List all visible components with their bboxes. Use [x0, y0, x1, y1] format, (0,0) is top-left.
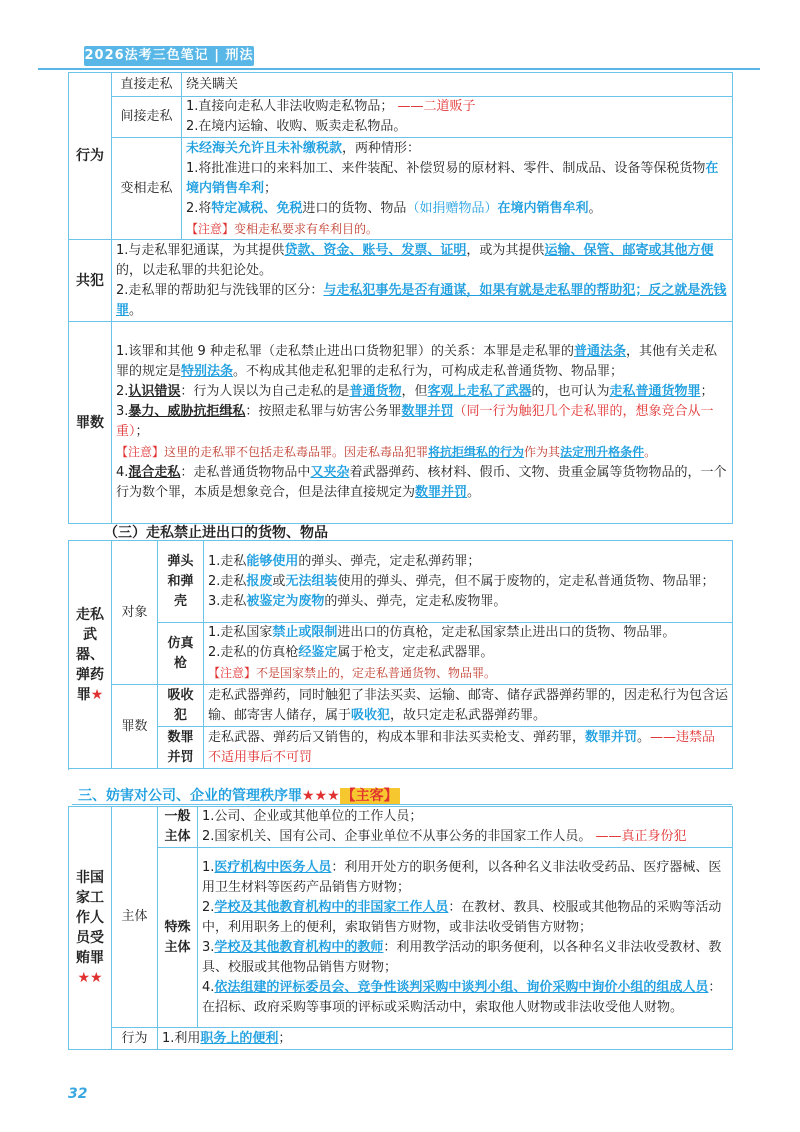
weapons-smuggling-table	[68, 540, 733, 769]
subsection-title: （三）走私禁止进出口的货物、物品	[104, 525, 328, 541]
bribery-table	[68, 806, 733, 1050]
weapons-crime-label: 走私武器、弹药罪★	[69, 541, 112, 769]
multiple-crimes-label: 数罪并罚	[158, 727, 204, 769]
indirect-smuggling-text: 1.直接向走私人非法收购走私物品； ——二道贩子 2.在境内运输、收购、贩卖走私物品。	[182, 97, 733, 138]
page-number: 32	[68, 1086, 88, 1102]
direct-smuggling-label: 直接走私	[112, 73, 182, 97]
disguised-smuggling-label: 变相走私	[112, 138, 182, 240]
absorption-text: 走私武器弹药，同时触犯了非法买卖、运输、邮寄、储存武器弹药罪的，因走私行为包含运输、邮寄害人储存，属于吸收犯，故只定走私武器弹药罪。	[204, 685, 733, 727]
object-label: 对象	[112, 541, 158, 685]
bullet-text: 1.走私能够使用的弹头、弹壳，定走私弹药罪； 2.走私报废或无法组装使用的弹头、弹壳，但不属于废物的，定走私普通货物、物品罪； 3.走私被鉴定为废物的弹头、弹壳，定走私废物罪。	[204, 541, 733, 623]
header-divider	[38, 68, 760, 70]
conduct-text: 1.利用职务上的便利；	[158, 1028, 733, 1050]
subject-label: 主体	[112, 807, 158, 1028]
indirect-smuggling-label: 间接走私	[112, 97, 182, 138]
section3-title: 三、妨害对公司、企业的管理秩序罪★★★ 【主客】	[78, 788, 398, 804]
xingwei-label: 行为	[69, 73, 112, 240]
conduct-label: 行为	[112, 1028, 158, 1050]
section3-divider	[72, 804, 732, 805]
disguised-smuggling-note: 【注意】变相走私要求有牟利目的。	[186, 221, 379, 236]
general-subject-text: 1.公司、企业或其他单位的工作人员； 2.国家机关、国有公司、企事业单位不从事公务的非国家工作人员。 ——真正身份犯	[198, 807, 733, 848]
gongfan-label: 共犯	[69, 240, 112, 322]
gongfan-text: 1.与走私罪犯通谋，为其提供贷款、资金、账号、发票、证明，或为其提供运输、保管、邮寄或其他方便的，以走私罪的共犯论处。 2.走私罪的帮助犯与洗钱罪的区分：与走私犯事先是否有通谋，如果有就是走私罪的帮助犯；反之就是洗钱罪。	[112, 240, 733, 322]
multiple-crimes-text: 走私武器、弹药后又销售的，构成本罪和非法买卖枪支、弹药罪，数罪并罚。——违禁品不适用事后不可罚	[204, 727, 733, 769]
replica-gun-label: 仿真枪	[158, 623, 204, 685]
bribery-crime-label: 非国家工作人员受贿罪 ★★	[69, 807, 112, 1050]
header-title: 2026法考三色笔记 | 刑法	[84, 46, 254, 66]
special-subject-label: 特殊主体	[158, 848, 198, 1028]
weapons-zuishu-label: 罪数	[112, 685, 158, 769]
disguised-smuggling-text: 未经海关允许且未补缴税款，两种情形： 1.将批准进口的来料加工、来件装配、补偿贸易的原材料、零件、制成品、设备等保税货物在境内销售牟利； 2.将特定减税、免税进口的货物、物品（如捐赠物品）在境内销售牟利。 【注意】变相走私要求有牟利目的。	[182, 138, 733, 240]
smuggling-general-table	[68, 72, 733, 524]
zuishu-label: 罪数	[69, 322, 112, 524]
page-header	[38, 46, 760, 70]
direct-smuggling-text: 绕关瞒关	[182, 73, 733, 97]
general-subject-label: 一般主体	[158, 807, 198, 848]
replica-gun-text: 1.走私国家禁止或限制进出口的仿真枪，定走私国家禁止进出口的货物、物品罪。 2.走私的仿真枪经鉴定属于枪支，定走私武器罪。 【注意】不是国家禁止的，定走私普通货物、物品罪。	[204, 623, 733, 685]
absorption-label: 吸收犯	[158, 685, 204, 727]
bullet-label: 弹头和弹壳	[158, 541, 204, 623]
zuishu-text: 1.该罪和其他 9 种走私罪（走私禁止进出口货物犯罪）的关系：本罪是走私罪的普通法条，其他有关走私罪的规定是特别法条。不构成其他走私犯罪的走私行为，可构成走私普通货物、物品罪； 2.认识错误：行为人误以为自己走私的是普通货物，但客观上走私了武器的，也可认为走私普通货物罪； 3.暴力、威胁抗拒缉私：按照走私罪与妨害公务罪数罪并罚（同一行为触犯几个走私罪的，想象竞合从一重）； 【注意】这里的走私罪不包括走私毒品罪。因走私毒品犯罪将抗拒缉私的行为作为其法定刑升格条件。 4.混合走私：走私普通货物物品中又夹杂着武器弹药、核材料、假币、文物、贵重金属等货物物品的，一个行为数个罪，本质是想象竞合，但是法律直接规定为数罪并罚。	[112, 322, 733, 524]
special-subject-text: 1.医疗机构中医务人员：利用开处方的职务便利，以各种名义非法收受药品、医疗器械、医用卫生材料等医药产品销售方财物； 2.学校及其他教育机构中的非国家工作人员：在教材、教具、校服或其他物品的采购等活动中，利用职务上的便利，索取销售方财物，或非法收受销售方财物； 3.学校及其他教育机构中的教师：利用教学活动的职务便利，以各种名义非法收受教材、教具、校服或其他物品销售方财物； 4.依法组建的评标委员会、竞争性谈判采购中谈判小组、询价采购中询价小组的组成人员：在招标、政府采购等事项的评标或采购活动中，索取他人财物或非法收受他人财物。	[198, 848, 733, 1028]
